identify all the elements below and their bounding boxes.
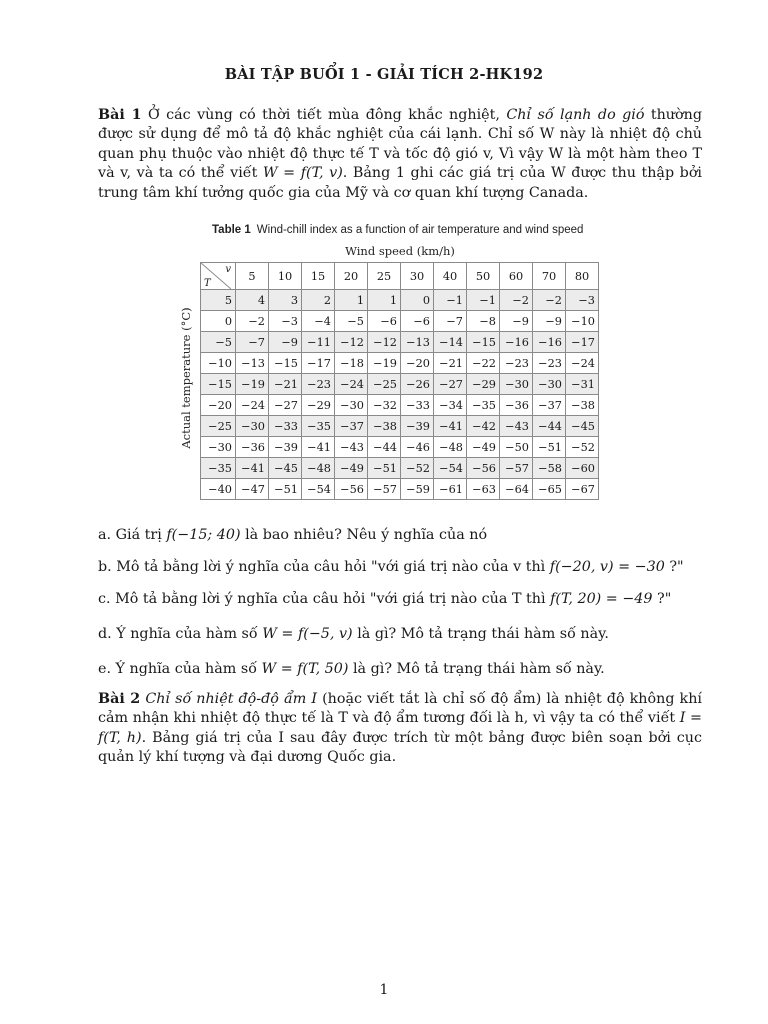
table-cell: −35 bbox=[467, 395, 500, 416]
table-cell: 2 bbox=[302, 290, 335, 311]
table-cell: −22 bbox=[467, 353, 500, 374]
table-cell: −26 bbox=[401, 374, 434, 395]
table-cell: −23 bbox=[302, 374, 335, 395]
table-row-temperature: −15 bbox=[201, 374, 236, 395]
question-a bbox=[98, 526, 718, 545]
table-cell: −52 bbox=[401, 458, 434, 479]
exercise-1-text-2: thường được sử dụng để mô tả độ khắc nghiệt của cái lạnh. Chỉ số W này là nhiệt độ chủ quan phụ thuộc vào nhiệt độ thực tế T và tốc độ gió v, Vì vậy W là một hàm theo T và v, và ta có thể viết bbox=[98, 107, 702, 182]
table-header-speed: 15 bbox=[302, 263, 335, 290]
table-cell: −17 bbox=[566, 332, 599, 353]
table-cell: 3 bbox=[269, 290, 302, 311]
table-cell: −15 bbox=[269, 353, 302, 374]
table-cell: −49 bbox=[335, 458, 368, 479]
table-row-temperature: −40 bbox=[201, 479, 236, 500]
table-header-speed: 40 bbox=[434, 263, 467, 290]
table-row-temperature: −25 bbox=[201, 416, 236, 437]
table-cell: −61 bbox=[434, 479, 467, 500]
table-cell: −30 bbox=[236, 416, 269, 437]
table-cell: −8 bbox=[467, 311, 500, 332]
question-b bbox=[98, 558, 718, 577]
table-header-speed: 30 bbox=[401, 263, 434, 290]
table-row-temperature: −10 bbox=[201, 353, 236, 374]
table-header-speed: 50 bbox=[467, 263, 500, 290]
table-header-speed: 25 bbox=[368, 263, 401, 290]
table-cell: −50 bbox=[500, 437, 533, 458]
exercise-2-label: Bài 2 bbox=[98, 691, 141, 707]
table-cell: −30 bbox=[335, 395, 368, 416]
table-row bbox=[201, 458, 599, 479]
table-row bbox=[201, 311, 599, 332]
table-caption bbox=[212, 224, 583, 236]
table-row-temperature: 5 bbox=[201, 290, 236, 311]
table-cell: −42 bbox=[467, 416, 500, 437]
table-cell: −56 bbox=[335, 479, 368, 500]
exercise-1-formula: W = f(T, v) bbox=[262, 165, 343, 182]
table-cell: −27 bbox=[269, 395, 302, 416]
question-b-formula: f(−20, v) = −30 bbox=[549, 559, 665, 575]
question-b-suffix: ?" bbox=[669, 559, 684, 575]
table-cell: −63 bbox=[467, 479, 500, 500]
table-cell: −54 bbox=[302, 479, 335, 500]
table-cell: −24 bbox=[566, 353, 599, 374]
question-e-prefix: e. Ý nghĩa của hàm số bbox=[98, 661, 257, 677]
table-row-title-text: Actual temperature (°C) bbox=[179, 307, 193, 449]
exercise-1-label: Bài 1 bbox=[98, 107, 142, 123]
page-number: 1 bbox=[379, 982, 389, 998]
table-cell: −46 bbox=[401, 437, 434, 458]
table-cell: −44 bbox=[368, 437, 401, 458]
table-cell: −17 bbox=[302, 353, 335, 374]
table-cell: −36 bbox=[500, 395, 533, 416]
question-e-formula: W = f(T, 50) bbox=[261, 661, 349, 677]
table-cell: −60 bbox=[566, 458, 599, 479]
table-row bbox=[201, 479, 599, 500]
table-row bbox=[201, 353, 599, 374]
question-a-prefix: a. Giá trị bbox=[98, 527, 162, 543]
table-cell: −32 bbox=[368, 395, 401, 416]
table-cell: −45 bbox=[566, 416, 599, 437]
table-row-temperature: −30 bbox=[201, 437, 236, 458]
table-cell: −14 bbox=[434, 332, 467, 353]
table-cell: −37 bbox=[533, 395, 566, 416]
question-e bbox=[98, 660, 718, 679]
question-d-prefix: d. Ý nghĩa của hàm số bbox=[98, 626, 258, 642]
table-cell: −43 bbox=[500, 416, 533, 437]
table-cell: −21 bbox=[434, 353, 467, 374]
exercise-1-term: Chỉ số lạnh do gió bbox=[506, 107, 645, 123]
table-cell: −58 bbox=[533, 458, 566, 479]
table-cell: −9 bbox=[269, 332, 302, 353]
question-c-suffix: ?" bbox=[657, 591, 672, 607]
table-cell: −11 bbox=[302, 332, 335, 353]
table-cell: −1 bbox=[434, 290, 467, 311]
table-cell: −29 bbox=[302, 395, 335, 416]
table-cell: −2 bbox=[500, 290, 533, 311]
table-header-speed: 60 bbox=[500, 263, 533, 290]
table-cell: −48 bbox=[302, 458, 335, 479]
table-header-speed: 10 bbox=[269, 263, 302, 290]
table-cell: −6 bbox=[401, 311, 434, 332]
table-cell: −4 bbox=[302, 311, 335, 332]
table-cell: −13 bbox=[236, 353, 269, 374]
exercise-2-term: Chỉ số nhiệt độ-độ ẩm I bbox=[145, 691, 317, 707]
table-cell: −7 bbox=[236, 332, 269, 353]
table-row bbox=[201, 374, 599, 395]
table-cell: −41 bbox=[236, 458, 269, 479]
table-cell: −44 bbox=[533, 416, 566, 437]
table-row bbox=[201, 416, 599, 437]
question-c-formula: f(T, 20) = −49 bbox=[550, 591, 653, 607]
table-row-temperature: −5 bbox=[201, 332, 236, 353]
table-cell: −37 bbox=[335, 416, 368, 437]
table-row-temperature: 0 bbox=[201, 311, 236, 332]
table-cell: −15 bbox=[467, 332, 500, 353]
question-b-prefix: b. Mô tả bằng lời ý nghĩa của câu hỏi "với giá trị nào của v thì bbox=[98, 559, 546, 575]
table-cell: −3 bbox=[269, 311, 302, 332]
table-cell: −23 bbox=[533, 353, 566, 374]
table-cell: −65 bbox=[533, 479, 566, 500]
exercise-1-text-1: Ở các vùng có thời tiết mùa đông khắc nghiệt, bbox=[148, 107, 500, 123]
table-cell: −51 bbox=[368, 458, 401, 479]
table-cell: −38 bbox=[368, 416, 401, 437]
table-cell: −47 bbox=[236, 479, 269, 500]
table-cell: −48 bbox=[434, 437, 467, 458]
question-a-suffix: là bao nhiêu? Nêu ý nghĩa của nó bbox=[245, 527, 488, 543]
table-cell: −29 bbox=[467, 374, 500, 395]
table-cell: −9 bbox=[500, 311, 533, 332]
table-cell: −2 bbox=[236, 311, 269, 332]
table-cell: −2 bbox=[533, 290, 566, 311]
table-cell: −19 bbox=[236, 374, 269, 395]
table-body bbox=[201, 290, 599, 500]
table-row bbox=[201, 332, 599, 353]
table-header-speed: 80 bbox=[566, 263, 599, 290]
table-row-temperature: −20 bbox=[201, 395, 236, 416]
corner-t-label: T bbox=[204, 278, 211, 289]
table-cell: −31 bbox=[566, 374, 599, 395]
table-corner-cell bbox=[201, 263, 236, 290]
question-d bbox=[98, 625, 718, 644]
table-cell: −27 bbox=[434, 374, 467, 395]
exercise-2-intro bbox=[98, 690, 702, 768]
table-cell: −34 bbox=[434, 395, 467, 416]
table-header-speed: 20 bbox=[335, 263, 368, 290]
table-cell: −21 bbox=[269, 374, 302, 395]
table-cell: −19 bbox=[368, 353, 401, 374]
question-c-prefix: c. Mô tả bằng lời ý nghĩa của câu hỏi "với giá trị nào của T thì bbox=[98, 591, 546, 607]
table-cell: −9 bbox=[533, 311, 566, 332]
table-cell: −51 bbox=[533, 437, 566, 458]
table-cell: −7 bbox=[434, 311, 467, 332]
table-cell: −57 bbox=[500, 458, 533, 479]
table-cell: 0 bbox=[401, 290, 434, 311]
table-cell: −12 bbox=[368, 332, 401, 353]
table-cell: −41 bbox=[302, 437, 335, 458]
exercise-1-text-3: . Bảng 1 ghi các giá trị của W được thu thập bởi trung tâm khí tưởng quốc gia của Mỹ và cơ quan khí tượng Canada. bbox=[98, 165, 703, 201]
table-cell: −59 bbox=[401, 479, 434, 500]
table-cell: −33 bbox=[401, 395, 434, 416]
table-cell: −39 bbox=[269, 437, 302, 458]
table-row-temperature: −35 bbox=[201, 458, 236, 479]
table-cell: −41 bbox=[434, 416, 467, 437]
exercise-2-text-1: (hoặc viết tắt là chỉ số độ ẩm) là nhiệt độ không khí cảm nhận khi nhiệt độ thực tế là T và độ ẩm tương đối là h, vì vậy ta có thể viết bbox=[98, 691, 702, 727]
table-cell: −51 bbox=[269, 479, 302, 500]
corner-v-label: v bbox=[225, 264, 231, 275]
table-cell: −16 bbox=[500, 332, 533, 353]
question-a-formula: f(−15; 40) bbox=[166, 527, 241, 543]
table-row bbox=[201, 395, 599, 416]
exercise-2-text-2: . Bảng giá trị của I sau đây được trích từ một bảng được biên soạn bởi cục quản lý khí tượng và đại dương Quốc gia. bbox=[98, 729, 702, 766]
table-cell: −3 bbox=[566, 290, 599, 311]
table-header-speed: 70 bbox=[533, 263, 566, 290]
table-cell: −35 bbox=[302, 416, 335, 437]
table-cell: −18 bbox=[335, 353, 368, 374]
table-column-title: Wind speed (km/h) bbox=[345, 244, 455, 258]
table-cell: −52 bbox=[566, 437, 599, 458]
wind-chill-table bbox=[200, 262, 599, 500]
table-cell: −6 bbox=[368, 311, 401, 332]
exercise-1-intro bbox=[98, 106, 702, 203]
table-cell: −38 bbox=[566, 395, 599, 416]
question-c bbox=[98, 590, 718, 609]
table-cell: −33 bbox=[269, 416, 302, 437]
table-cell: −5 bbox=[335, 311, 368, 332]
table-caption-text: Wind-chill index as a function of air temperature and wind speed bbox=[256, 224, 584, 236]
table-cell: −24 bbox=[335, 374, 368, 395]
table-caption-label: Table 1 bbox=[212, 224, 251, 236]
table-cell: −54 bbox=[434, 458, 467, 479]
table-cell: 1 bbox=[335, 290, 368, 311]
table-cell: −20 bbox=[401, 353, 434, 374]
table-cell: −57 bbox=[368, 479, 401, 500]
table-cell: −23 bbox=[500, 353, 533, 374]
table-cell: −43 bbox=[335, 437, 368, 458]
table-header-row bbox=[201, 263, 599, 290]
table-cell: −64 bbox=[500, 479, 533, 500]
question-d-suffix: là gì? Mô tả trạng thái hàm số này. bbox=[357, 626, 609, 642]
table-cell: −24 bbox=[236, 395, 269, 416]
table-cell: −13 bbox=[401, 332, 434, 353]
table-cell: −10 bbox=[566, 311, 599, 332]
table-cell: −56 bbox=[467, 458, 500, 479]
table-cell: −30 bbox=[533, 374, 566, 395]
table-cell: −45 bbox=[269, 458, 302, 479]
question-e-suffix: là gì? Mô tả trạng thái hàm số này. bbox=[352, 661, 605, 677]
table-cell: −25 bbox=[368, 374, 401, 395]
table-cell: −16 bbox=[533, 332, 566, 353]
table-row bbox=[201, 290, 599, 311]
exercise-2-formula: I = f(T, h) bbox=[98, 710, 702, 746]
table-cell: −1 bbox=[467, 290, 500, 311]
table-header-speed: 5 bbox=[236, 263, 269, 290]
table-cell: −12 bbox=[335, 332, 368, 353]
page-title: BÀI TẬP BUỔI 1 - GIẢI TÍCH 2-HK192 bbox=[224, 66, 544, 83]
question-d-formula: W = f(−5, v) bbox=[262, 626, 353, 642]
table-cell: −49 bbox=[467, 437, 500, 458]
table-cell: −67 bbox=[566, 479, 599, 500]
table-cell: −30 bbox=[500, 374, 533, 395]
table-row bbox=[201, 437, 599, 458]
table-cell: 1 bbox=[368, 290, 401, 311]
table-cell: −36 bbox=[236, 437, 269, 458]
table-cell: 4 bbox=[236, 290, 269, 311]
table-cell: −39 bbox=[401, 416, 434, 437]
